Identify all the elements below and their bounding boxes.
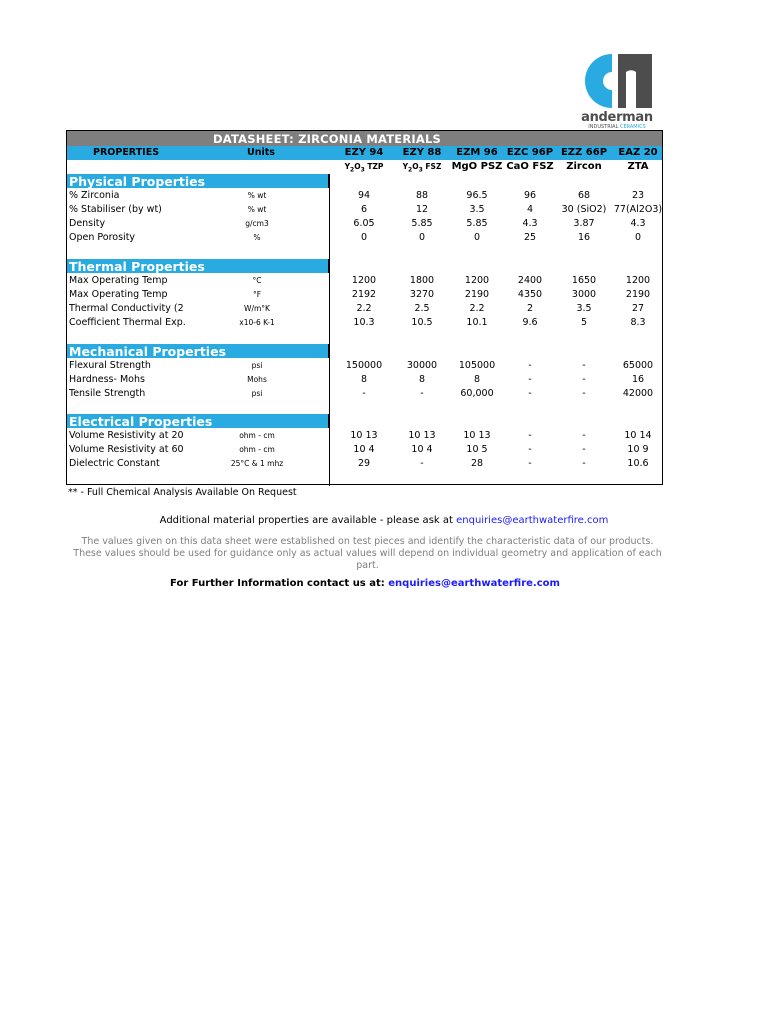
- value-cell: 10.3: [353, 317, 375, 328]
- value-cell: 9.6: [522, 317, 538, 328]
- section-header: [67, 344, 329, 358]
- value-cell: -: [582, 430, 586, 441]
- footnote: ** - Full Chemical Analysis Available On Request: [68, 487, 297, 498]
- additional-info: [0, 515, 768, 526]
- value-cell: 10 13: [463, 430, 491, 441]
- value-cell: 2190: [464, 289, 490, 300]
- property-name: % Zirconia: [69, 190, 120, 201]
- value-cell: 10 14: [624, 430, 652, 441]
- header-type: $Y_2O_3$ FSZ: [402, 162, 442, 174]
- anderman-logo: [580, 50, 654, 136]
- value-cell: 2192: [351, 289, 377, 300]
- value-cell: 2.2: [356, 303, 372, 314]
- datasheet-table: [66, 130, 663, 485]
- property-name: % Stabiliser (by wt): [69, 204, 162, 215]
- value-cell: 6.05: [353, 218, 375, 229]
- value-cell: 77(Al2O3): [613, 204, 663, 215]
- header-row-materials: [67, 146, 662, 160]
- header-properties: PROPERTIES: [93, 147, 160, 158]
- value-cell: 1200: [625, 275, 651, 286]
- table-row: [67, 231, 662, 245]
- value-cell: -: [582, 374, 586, 385]
- value-cell: 10.6: [627, 458, 649, 469]
- header-type: CaO FSZ: [506, 161, 554, 172]
- value-cell: 2.2: [469, 303, 485, 314]
- value-cell: 94: [357, 190, 371, 201]
- property-unit: g/cm3: [245, 219, 269, 228]
- value-cell: 10 13: [350, 430, 378, 441]
- section-title: Mechanical Properties: [69, 344, 227, 359]
- table-row: [67, 288, 662, 302]
- value-cell: 60,000: [460, 388, 494, 399]
- property-name: Thermal Conductivity (2: [69, 303, 184, 314]
- table-row: [67, 457, 662, 471]
- datasheet-title: DATASHEET: ZIRCONIA MATERIALS: [213, 132, 441, 146]
- value-cell: 6: [360, 204, 368, 215]
- value-cell: 23: [631, 190, 645, 201]
- value-cell: 96: [523, 190, 537, 201]
- value-cell: 3270: [409, 289, 435, 300]
- section-header: [67, 259, 329, 273]
- value-cell: 30000: [406, 360, 438, 371]
- property-unit: psi: [251, 361, 263, 370]
- logo-subtitle-b: CERAMICS: [619, 124, 646, 130]
- value-cell: 4: [526, 204, 534, 215]
- header-type: $Y_2O_3$ TZP: [344, 162, 384, 174]
- value-cell: 3.5: [576, 303, 592, 314]
- value-cell: -: [528, 360, 532, 371]
- value-cell: -: [528, 458, 532, 469]
- value-cell: 4350: [517, 289, 543, 300]
- value-cell: 27: [631, 303, 645, 314]
- property-unit: %: [253, 233, 261, 242]
- value-cell: 88: [415, 190, 429, 201]
- value-cell: 8: [473, 374, 481, 385]
- value-cell: 10.5: [411, 317, 433, 328]
- property-name: Dielectric Constant: [69, 458, 160, 469]
- value-cell: 10 4: [411, 444, 433, 455]
- property-name: Tensile Strength: [69, 388, 146, 399]
- section-header: [67, 174, 329, 188]
- table-row: [67, 359, 662, 373]
- property-unit: x10-6 K-1: [239, 318, 275, 327]
- value-cell: 150000: [345, 360, 383, 371]
- table-row: [67, 217, 662, 231]
- table-row: [67, 302, 662, 316]
- value-cell: 16: [631, 374, 645, 385]
- value-cell: 2190: [625, 289, 651, 300]
- value-cell: 28: [470, 458, 484, 469]
- property-unit: ohm - cm: [239, 431, 275, 440]
- property-name: Max Operating Temp: [69, 275, 168, 286]
- value-cell: -: [528, 430, 532, 441]
- property-unit: ohm - cm: [239, 445, 275, 454]
- value-cell: -: [528, 388, 532, 399]
- value-cell: -: [420, 388, 424, 399]
- header-material: EZM 96: [456, 147, 498, 158]
- table-row: [67, 387, 662, 401]
- property-name: Coefficient Thermal Exp.: [69, 317, 186, 328]
- value-cell: 96.5: [466, 190, 488, 201]
- value-cell: 105000: [458, 360, 496, 371]
- value-cell: 8: [418, 374, 426, 385]
- table-row: [67, 429, 662, 443]
- value-cell: 1200: [464, 275, 490, 286]
- value-cell: 29: [357, 458, 371, 469]
- property-name: Hardness- Mohs: [69, 374, 145, 385]
- value-cell: 4.3: [630, 218, 646, 229]
- value-cell: 0: [473, 232, 481, 243]
- value-cell: 10 4: [353, 444, 375, 455]
- property-unit: °F: [252, 290, 262, 299]
- table-row: [67, 203, 662, 217]
- property-name: Max Operating Temp: [69, 289, 168, 300]
- value-cell: 3.5: [469, 204, 485, 215]
- property-name: Volume Resistivity at 20: [69, 430, 184, 441]
- property-unit: 25°C & 1 mhz: [230, 459, 284, 468]
- value-cell: 3.87: [573, 218, 595, 229]
- contact-info: [0, 578, 730, 589]
- disclaimer: The values given on this data sheet were established on test pieces and identify the characteristic data of our products. These values should be used for guidance only as actual values will depend on individual geometry and application of each part.: [73, 536, 662, 571]
- value-cell: -: [582, 388, 586, 399]
- additional-text: Additional material properties are available - please ask at: [159, 515, 453, 526]
- property-unit: % wt: [247, 191, 267, 200]
- property-name: Flexural Strength: [69, 360, 151, 371]
- property-unit: W/m°K: [244, 304, 270, 313]
- section-title: Physical Properties: [69, 174, 206, 189]
- header-material: EZY 94: [344, 147, 384, 158]
- value-cell: 10 5: [466, 444, 488, 455]
- value-cell: 1650: [571, 275, 597, 286]
- value-cell: -: [582, 458, 586, 469]
- value-cell: 5.85: [411, 218, 433, 229]
- value-cell: 2400: [517, 275, 543, 286]
- value-cell: 10 13: [408, 430, 436, 441]
- value-cell: 2: [526, 303, 534, 314]
- contact-text: For Further Information contact us at:: [170, 578, 385, 589]
- value-cell: 5.85: [466, 218, 488, 229]
- additional-email-link[interactable]: enquiries@earthwaterfire.com: [456, 515, 609, 526]
- value-cell: 2.5: [414, 303, 430, 314]
- section-title: Thermal Properties: [69, 259, 205, 274]
- value-cell: 8: [360, 374, 368, 385]
- header-units: Units: [247, 147, 275, 158]
- value-cell: -: [528, 444, 532, 455]
- value-cell: 8.3: [630, 317, 646, 328]
- value-cell: 10 9: [627, 444, 649, 455]
- table-row: [67, 274, 662, 288]
- value-cell: 68: [577, 190, 591, 201]
- table-row: [67, 316, 662, 330]
- value-cell: 5: [580, 317, 588, 328]
- value-cell: 25: [523, 232, 537, 243]
- header-material: EZY 88: [402, 147, 442, 158]
- logo-wordmark: anderman: [581, 110, 653, 125]
- table-row: [67, 373, 662, 387]
- value-cell: 0: [418, 232, 426, 243]
- value-cell: -: [582, 360, 586, 371]
- value-cell: 65000: [622, 360, 654, 371]
- property-unit: psi: [251, 389, 263, 398]
- logo-subtitle-a: INDUSTRIAL: [588, 124, 619, 130]
- value-cell: -: [582, 444, 586, 455]
- value-cell: 10.1: [466, 317, 488, 328]
- value-cell: 16: [577, 232, 591, 243]
- title-bar: [67, 131, 662, 146]
- header-material: EZC 96P: [506, 147, 554, 158]
- header-type: MgO PSZ: [451, 161, 503, 172]
- value-cell: -: [420, 458, 424, 469]
- value-cell: 42000: [622, 388, 654, 399]
- value-cell: -: [528, 374, 532, 385]
- value-cell: 1800: [409, 275, 435, 286]
- header-type: Zircon: [566, 161, 602, 172]
- section-title: Electrical Properties: [69, 414, 213, 429]
- value-cell: 4.3: [522, 218, 538, 229]
- property-unit: Mohs: [247, 375, 267, 384]
- header-type: ZTA: [627, 161, 649, 172]
- value-cell: -: [362, 388, 366, 399]
- header-material: EAZ 20: [618, 147, 658, 158]
- property-name: Volume Resistivity at 60: [69, 444, 184, 455]
- header-material: EZZ 66P: [560, 147, 608, 158]
- property-unit: % wt: [247, 205, 267, 214]
- contact-email-link[interactable]: enquiries@earthwaterfire.com: [388, 578, 560, 589]
- value-cell: 0: [360, 232, 368, 243]
- logo-mark-icon: [582, 52, 652, 108]
- value-cell: 1200: [351, 275, 377, 286]
- property-unit: °C: [252, 276, 262, 285]
- value-cell: 30 (SiO2): [561, 204, 607, 215]
- value-cell: 12: [415, 204, 429, 215]
- value-cell: 0: [634, 232, 642, 243]
- section-header: [67, 414, 329, 428]
- property-name: Open Porosity: [69, 232, 136, 243]
- value-cell: 3000: [571, 289, 597, 300]
- table-row: [67, 443, 662, 457]
- header-row-types: [67, 160, 662, 174]
- table-row: [67, 189, 662, 203]
- property-name: Density: [69, 218, 106, 229]
